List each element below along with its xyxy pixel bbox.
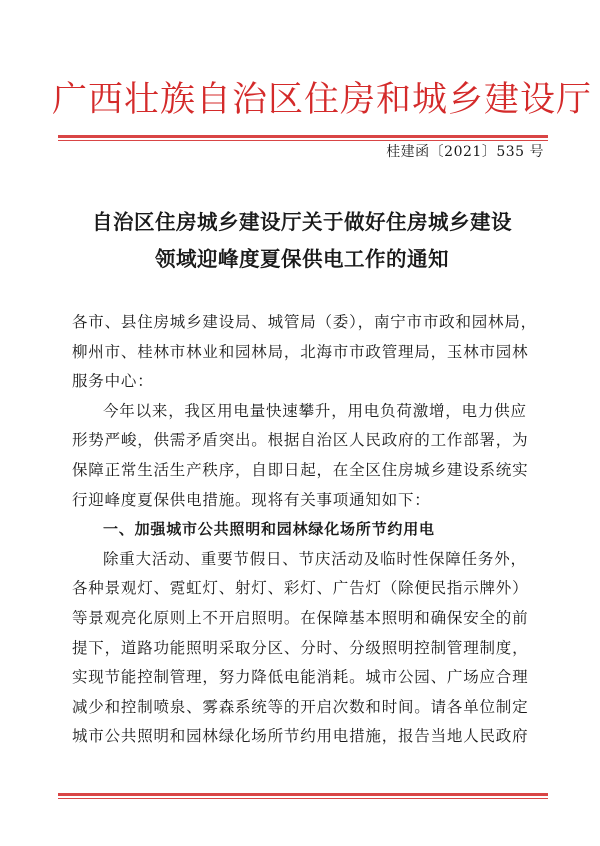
body-line: 城市公共照明和园林绿化场所节约用电措施，报告当地人民政府 bbox=[72, 727, 529, 746]
issuing-organization-header: 广西壮族自治区住房和城乡建设厅 bbox=[52, 80, 593, 120]
body-line: 保障正常生活生产秩序，自即日起，在全区住房城乡建设系统实 bbox=[72, 460, 529, 479]
footer-red-rule bbox=[58, 793, 548, 799]
body-line: 等景观亮化原则上不开启照明。在保障基本照明和确保安全的前 bbox=[72, 608, 529, 627]
body-line: 提下，道路功能照明采取分区、分时、分级照明控制管理制度， bbox=[72, 638, 529, 657]
document-number: 桂建函〔2021〕535 号 bbox=[386, 144, 544, 160]
document-title-line-1: 自治区住房城乡建设厅关于做好住房城乡建设 bbox=[92, 210, 512, 234]
body-line-paragraph-2: 除重大活动、重要节假日、节庆活动及临时性保障任务外， bbox=[103, 549, 527, 568]
body-line: 减少和控制喷泉、雾森系统等的开启次数和时间。请各单位制定 bbox=[72, 697, 529, 716]
body-line: 形势严峻，供需矛盾突出。根据自治区人民政府的工作部署，为 bbox=[72, 431, 529, 450]
body-line-addressees-2: 柳州市、桂林市林业和园林局，北海市市政管理局，玉林市园林 bbox=[72, 342, 529, 361]
body-line-addressees-3: 服务中心： bbox=[72, 372, 154, 391]
body-line-paragraph-1: 今年以来，我区用电量快速攀升，用电负荷激增，电力供应 bbox=[103, 401, 527, 420]
document-title-line-2: 领域迎峰度夏保供电工作的通知 bbox=[155, 247, 449, 271]
body-line: 行迎峰度夏保供电措施。现将有关事项通知如下： bbox=[72, 490, 431, 509]
document-body bbox=[72, 308, 548, 752]
body-line-addressees-1: 各市、县住房城乡建设局、城管局（委），南宁市市政和园林局， bbox=[72, 313, 537, 331]
document-title bbox=[52, 204, 552, 278]
section-heading-1: 一、加强城市公共照明和园林绿化场所节约用电 bbox=[103, 520, 435, 539]
body-line: 各种景观灯、霓虹灯、射灯、彩灯、广告灯（除便民指示牌外） bbox=[72, 579, 529, 598]
body-line: 实现节能控制管理，努力降低电能消耗。城市公园、广场应合理 bbox=[72, 668, 529, 687]
